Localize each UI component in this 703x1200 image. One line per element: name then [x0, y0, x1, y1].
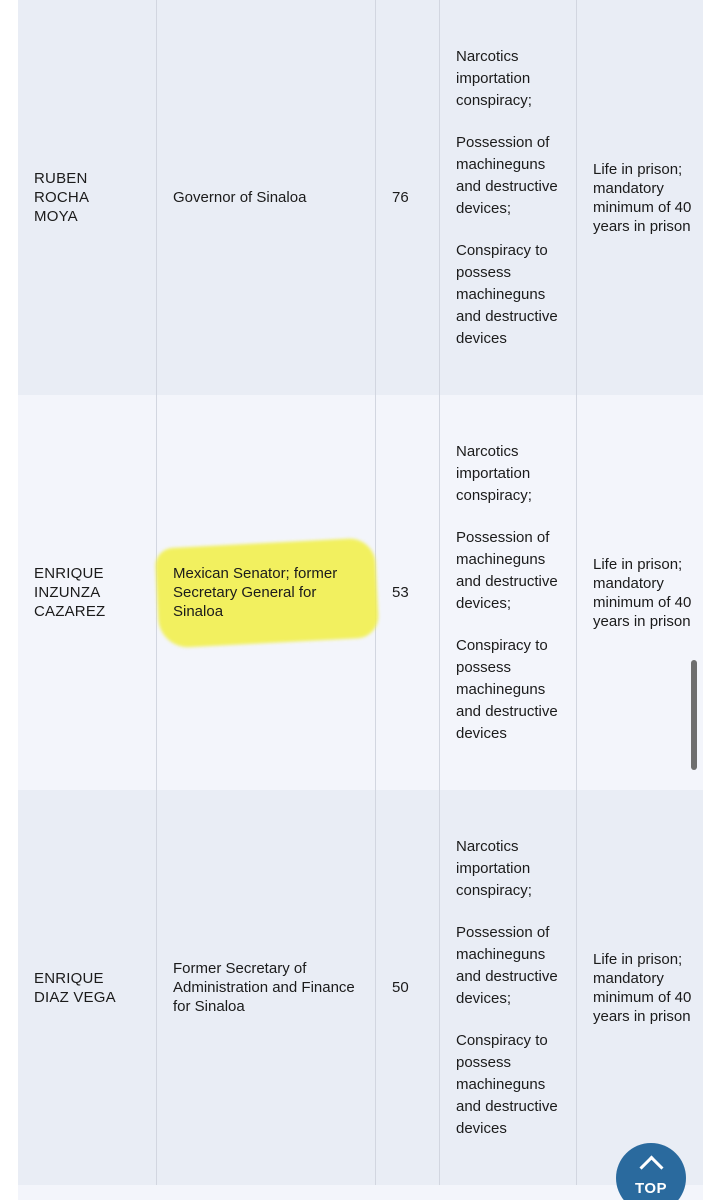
defendant-penalty-cell — [577, 395, 703, 790]
defendant-title-cell — [157, 395, 376, 790]
defendant-penalty-cell — [577, 790, 703, 1185]
back-to-top-label: TOP — [634, 1180, 668, 1197]
charge-item: Conspiracy to possess machineguns and destructive devices — [456, 241, 558, 347]
chevron-up-icon — [639, 1155, 663, 1179]
defendant-title: Former Secretary of Administration and Finance for Sinaloa — [173, 960, 355, 1015]
defendant-name: RUBEN ROCHA MOYA — [34, 170, 89, 225]
defendant-name-cell — [18, 790, 157, 1185]
table-row — [18, 790, 703, 1185]
charge-item: Narcotics importation conspiracy; — [456, 442, 532, 504]
charge-item: Narcotics importation conspiracy; — [456, 47, 532, 109]
defendant-charges-cell — [440, 395, 577, 790]
charge-item: Conspiracy to possess machineguns and destructive devices — [456, 636, 558, 742]
charge-item: Possession of machineguns and destructive devices; — [456, 528, 558, 612]
defendant-name-cell — [18, 0, 157, 395]
defendant-name: ENRIQUE INZUNZA CAZAREZ — [34, 565, 106, 620]
defendant-age: 76 — [392, 189, 409, 206]
defendant-charges-cell — [440, 0, 577, 395]
table-row — [18, 0, 703, 395]
defendant-age-cell — [376, 790, 440, 1185]
defendant-title-cell — [157, 790, 376, 1185]
charges-list — [456, 836, 560, 1140]
defendant-penalty: Life in prison; mandatory minimum of 40 years in prison — [593, 950, 692, 1025]
charges-list — [456, 441, 560, 745]
defendant-title: Mexican Senator; former Secretary General for Sinaloa — [173, 565, 338, 620]
defendant-name-cell — [18, 395, 157, 790]
defendant-age: 53 — [392, 584, 409, 601]
defendant-penalty-cell — [577, 0, 703, 395]
charge-item: Possession of machineguns and destructive devices; — [456, 133, 558, 217]
charge-item: Narcotics importation conspiracy; — [456, 837, 532, 899]
defendant-title: Governor of Sinaloa — [173, 189, 307, 206]
defendant-penalty: Life in prison; mandatory minimum of 40 years in prison — [593, 555, 692, 630]
charge-item: Conspiracy to possess machineguns and destructive devices — [456, 1031, 558, 1137]
defendant-penalty: Life in prison; mandatory minimum of 40 years in prison — [593, 160, 692, 235]
charge-item: Possession of machineguns and destructive devices; — [456, 923, 558, 1007]
table-row-partial — [18, 1185, 703, 1200]
charges-list — [456, 46, 560, 350]
defendants-table — [18, 0, 703, 1200]
defendant-age-cell — [376, 0, 440, 395]
defendant-age-cell — [376, 395, 440, 790]
defendant-name: ENRIQUE DIAZ VEGA — [34, 969, 116, 1006]
scrollbar-thumb[interactable] — [691, 660, 697, 770]
defendant-charges-cell — [440, 790, 577, 1185]
defendant-title-cell — [157, 0, 376, 395]
defendant-age: 50 — [392, 979, 409, 996]
table-row — [18, 395, 703, 790]
